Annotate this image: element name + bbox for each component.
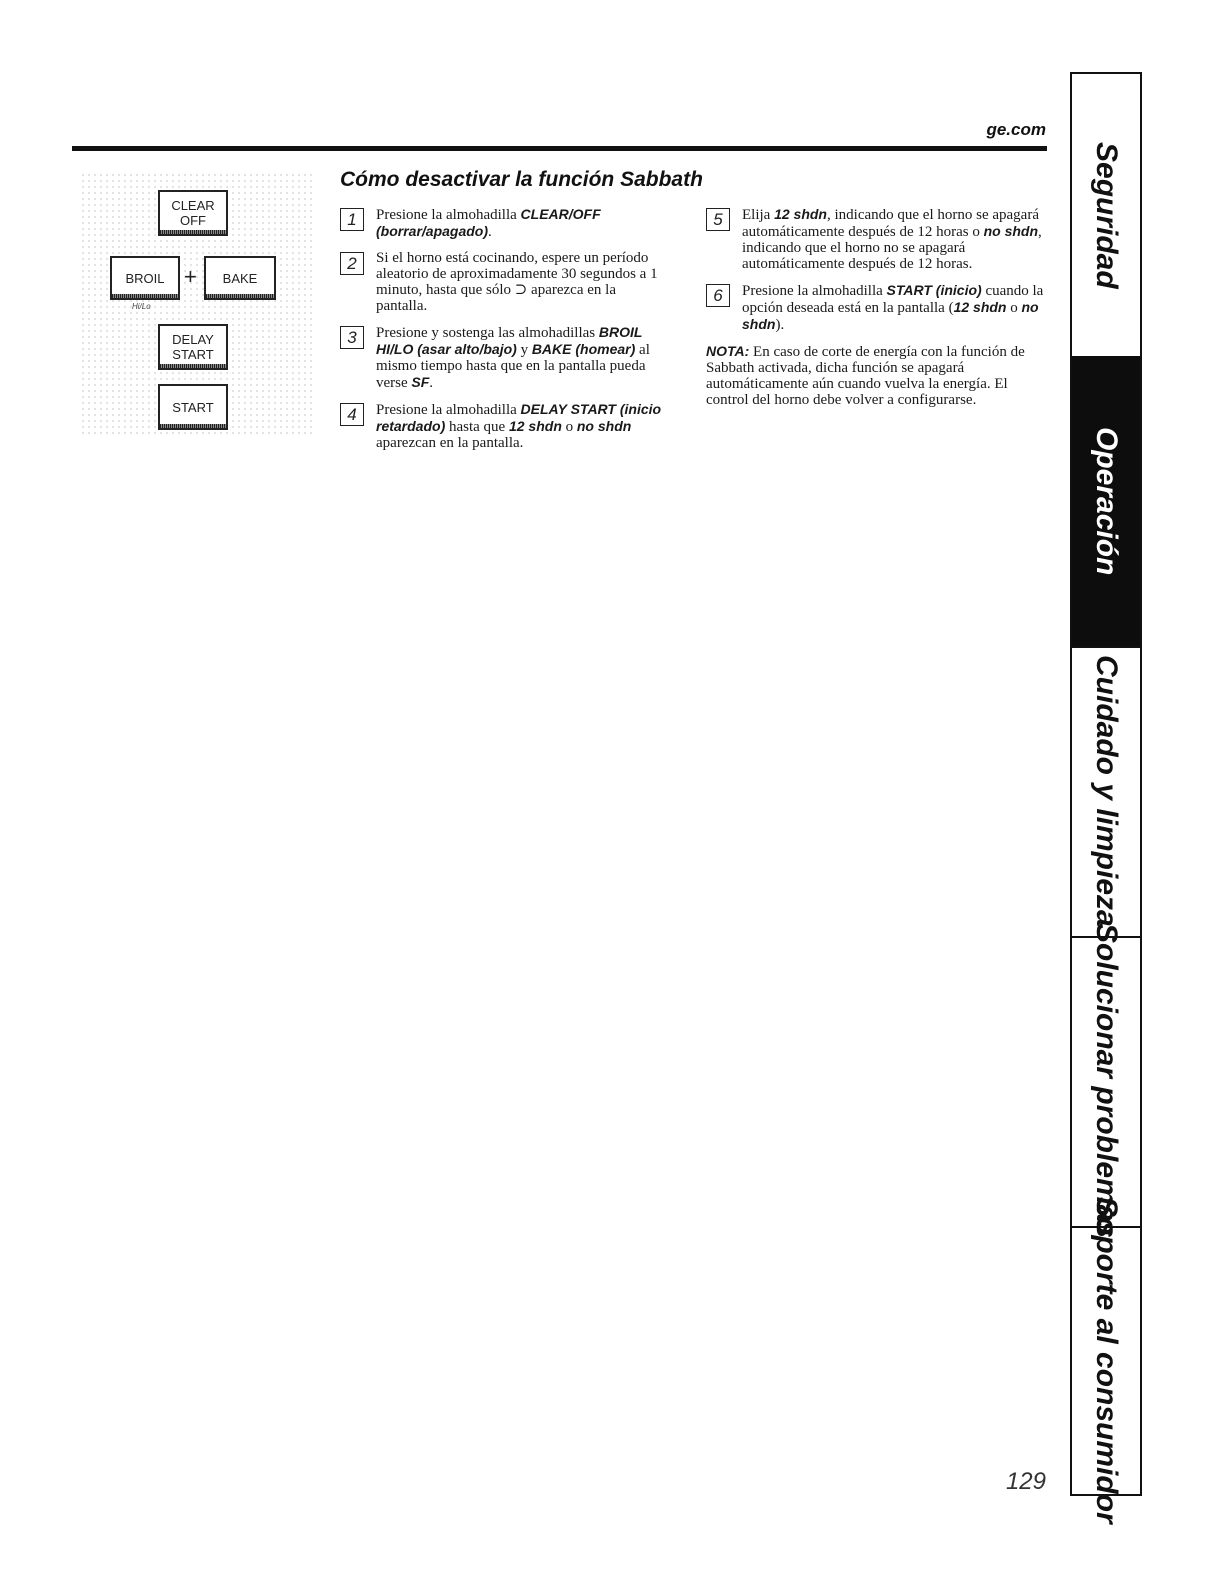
step-keyword: CLEAR/OFF (borrar/apagado) [376,206,601,239]
step-6 [706,282,1046,333]
note-paragraph [706,343,1046,408]
step-keyword: START (inicio) [886,282,982,298]
delay-start-key-label: START [172,347,214,362]
delay-key-label: DELAY [172,332,214,347]
step-text: y [516,342,532,358]
step-1 [340,206,670,240]
side-tabs [1070,72,1142,1524]
step-text: cuando la opción deseada está en la pantalla ( [742,283,1044,316]
broil-key [110,256,180,300]
step-number: 1 [340,208,364,231]
clear-key-label: CLEAR [171,198,215,213]
bake-key [204,256,276,300]
step-text: , indicando que el horno no se apagará automáticamente después de 12 horas. [742,224,1042,272]
step-keyword: SF [411,374,430,390]
page-number: 129 [1005,1468,1046,1495]
control-panel-illustration [80,172,312,437]
step-4 [340,401,670,451]
plus-sign: + [184,264,197,289]
tab-solucionar-problemas[interactable] [1072,923,1140,1239]
step-text: . [488,224,492,240]
step-number: 2 [340,252,364,275]
tab-operacion[interactable] [1072,356,1140,648]
tab-label: Cuidado y limpieza [1090,655,1123,927]
delay-start-key [158,324,228,370]
tab-label: Solucionar problemas [1090,923,1123,1239]
start-key-label: START [172,399,214,415]
step-text: . [429,375,434,391]
step-number: 4 [340,403,364,426]
section-title: Cómo desactivar la función Sabbath [340,168,703,191]
start-key [158,384,228,430]
step-keyword: 12 shdn [953,299,1007,315]
step-text: ). [775,317,785,333]
steps-column-right [706,206,1046,423]
step-keyword: no shdn [576,418,632,434]
hilo-label: Hi/Lo [132,302,151,311]
step-number: 3 [340,326,364,349]
tab-label: Seguridad [1090,141,1123,289]
tab-label: Operación [1090,426,1123,576]
step-text: Presione la almohadilla [376,402,521,418]
off-key-label: OFF [180,213,206,228]
step-text: al mismo tiempo hasta que en la pantalla pueda verse [376,342,650,391]
header-rule [72,146,1047,151]
clear-off-key [158,190,228,236]
step-5 [706,206,1046,272]
tab-cuidado-y-limpieza[interactable] [1072,646,1140,938]
step-text: o [1006,300,1022,316]
step-2 [340,250,670,314]
step-text: Presione la almohadilla [376,207,521,223]
step-number: 5 [706,208,730,231]
step-text: Si el horno está cocinando, espere un período aleatorio de aproximadamente 30 segundos a 1 minuto, hasta que sólo ⊃ aparezca en la pantalla. [376,250,658,314]
bake-key-label: BAKE [222,270,258,286]
step-keyword: no shdn [983,223,1039,239]
step-text: Presione la almohadilla [742,283,887,299]
steps-column-left [340,206,670,461]
step-text: Presione y sostenga las almohadillas [376,325,599,341]
step-keyword: 12 shdn [508,418,562,434]
step-text: Elija [742,207,775,223]
note-label: NOTA: [706,343,750,359]
step-text: o [561,419,577,435]
step-text: aparezcan en la pantalla. [376,435,524,451]
step-keyword: 12 shdn [774,206,827,222]
tab-seguridad[interactable] [1072,74,1140,358]
step-number: 6 [706,284,730,307]
tab-soporte-al-consumidor[interactable] [1072,1196,1140,1524]
site-url: ge.com [986,120,1046,139]
step-keyword: no shdn [742,299,1039,332]
broil-key-label: BROIL [125,270,165,286]
step-3 [340,324,670,391]
step-text: , indicando que el horno se apagará automáticamente después de 12 horas o [742,207,1039,240]
step-keyword: BAKE (homear) [531,341,636,357]
tab-label: Soporte al consumidor [1090,1196,1123,1524]
step-keyword: BROIL HI/LO (asar alto/bajo) [376,324,643,357]
step-text: hasta que [445,419,509,435]
step-keyword: DELAY START (inicio retardado) [376,401,662,434]
note-text: En caso de corte de energía con la función de Sabbath activada, dicha función se apagará automáticamente aún cuando vuelva la energía. El control del horno debe volver a configurarse. [706,344,1025,408]
